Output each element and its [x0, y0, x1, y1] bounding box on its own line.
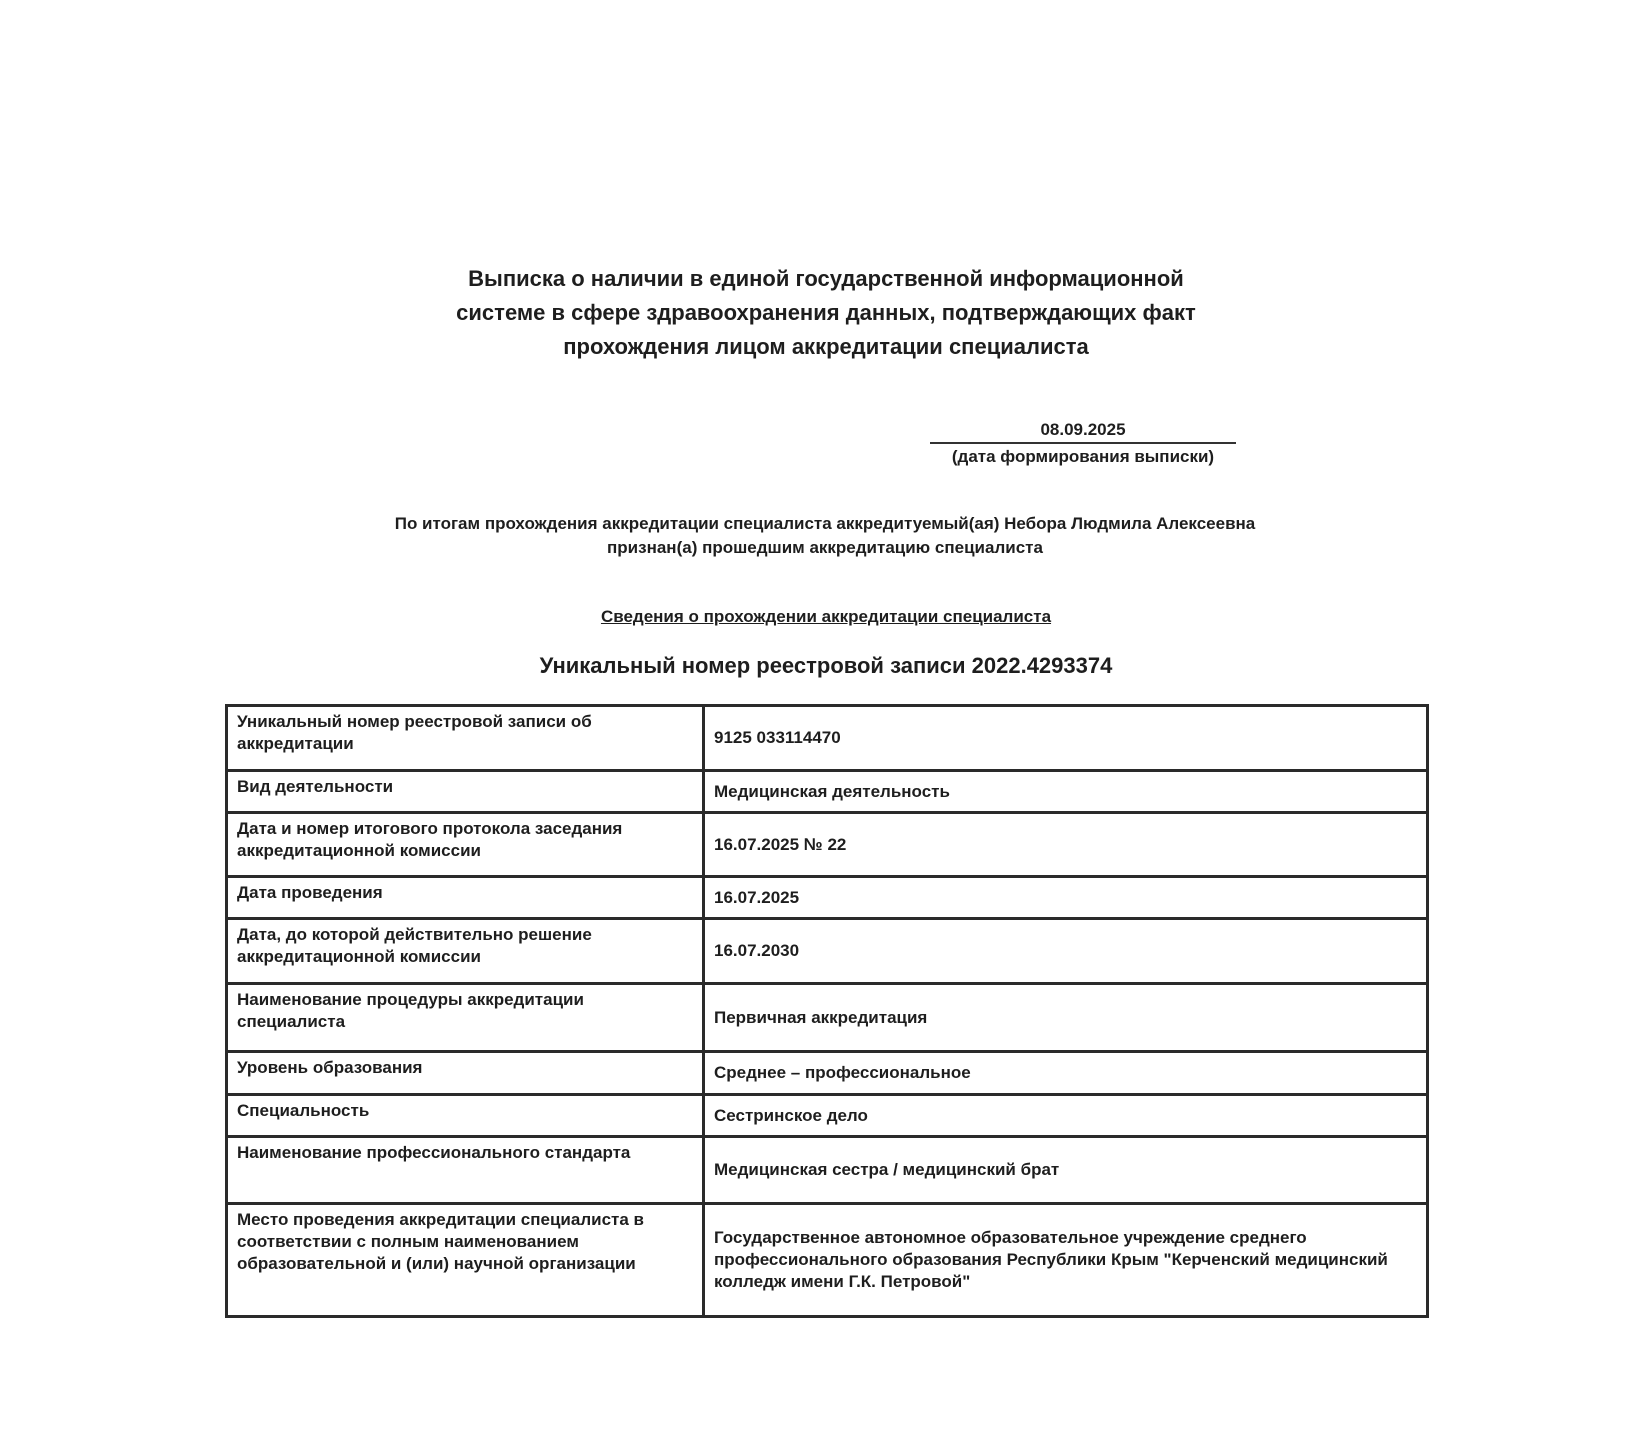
row-label: Уровень образования	[227, 1052, 704, 1095]
registry-heading: Уникальный номер реестровой записи 2022.4293374	[539, 653, 1113, 678]
document-title	[0, 262, 1652, 364]
table-row	[227, 813, 1428, 877]
row-value: Сестринское дело	[704, 1095, 1428, 1137]
row-label: Дата, до которой действительно решение аккредитационной комиссии	[227, 919, 704, 984]
table-row	[227, 706, 1428, 771]
row-label: Наименование профессионального стандарта	[227, 1137, 704, 1204]
row-value: Первичная аккредитация	[704, 984, 1428, 1052]
row-label: Дата проведения	[227, 877, 704, 919]
table-row	[227, 919, 1428, 984]
issue-date: 08.09.2025	[930, 420, 1236, 444]
table-row	[227, 1204, 1428, 1317]
issue-date-label: (дата формирования выписки)	[951, 447, 1215, 466]
issue-date-block	[930, 420, 1236, 467]
row-label: Уникальный номер реестровой записи об аккредитации	[227, 706, 704, 771]
title-line: системе в сфере здравоохранения данных, подтверждающих факт	[456, 300, 1196, 325]
row-label: Дата и номер итогового протокола заседания аккредитационной комиссии	[227, 813, 704, 877]
table-row	[227, 1095, 1428, 1137]
row-value: 16.07.2025	[704, 877, 1428, 919]
section-heading: Сведения о прохождении аккредитации специалиста	[600, 607, 1052, 626]
row-value: 16.07.2025 № 22	[704, 813, 1428, 877]
row-label: Вид деятельности	[227, 771, 704, 813]
accreditation-table	[225, 704, 1429, 1318]
row-label: Место проведения аккредитации специалиста в соответствии с полным наименованием образовательной и (или) научной организации	[227, 1204, 704, 1317]
result-line: признан(а) прошедшим аккредитацию специалиста	[607, 538, 1043, 557]
table-row	[227, 984, 1428, 1052]
row-label: Наименование процедуры аккредитации специалиста	[227, 984, 704, 1052]
row-value: Медицинская деятельность	[704, 771, 1428, 813]
row-value: Медицинская сестра / медицинский брат	[704, 1137, 1428, 1204]
table-row	[227, 1137, 1428, 1204]
table-row	[227, 1052, 1428, 1095]
result-line: По итогам прохождения аккредитации специалиста аккредитуемый(ая) Небора Людмила Алексеевна	[394, 514, 1256, 533]
result-paragraph	[160, 512, 1490, 560]
row-value: 16.07.2030	[704, 919, 1428, 984]
row-value: 9125 033114470	[704, 706, 1428, 771]
row-value: Среднее – профессиональное	[704, 1052, 1428, 1095]
row-label: Специальность	[227, 1095, 704, 1137]
table-row	[227, 771, 1428, 813]
title-line: прохождения лицом аккредитации специалиста	[563, 334, 1089, 359]
title-line: Выписка о наличии в единой государственной информационной	[468, 266, 1184, 291]
table-row	[227, 877, 1428, 919]
row-value: Государственное автономное образовательное учреждение среднего профессионального образования Республики Крым "Керченский медицинский колледж имени Г.К. Петровой"	[704, 1204, 1428, 1317]
